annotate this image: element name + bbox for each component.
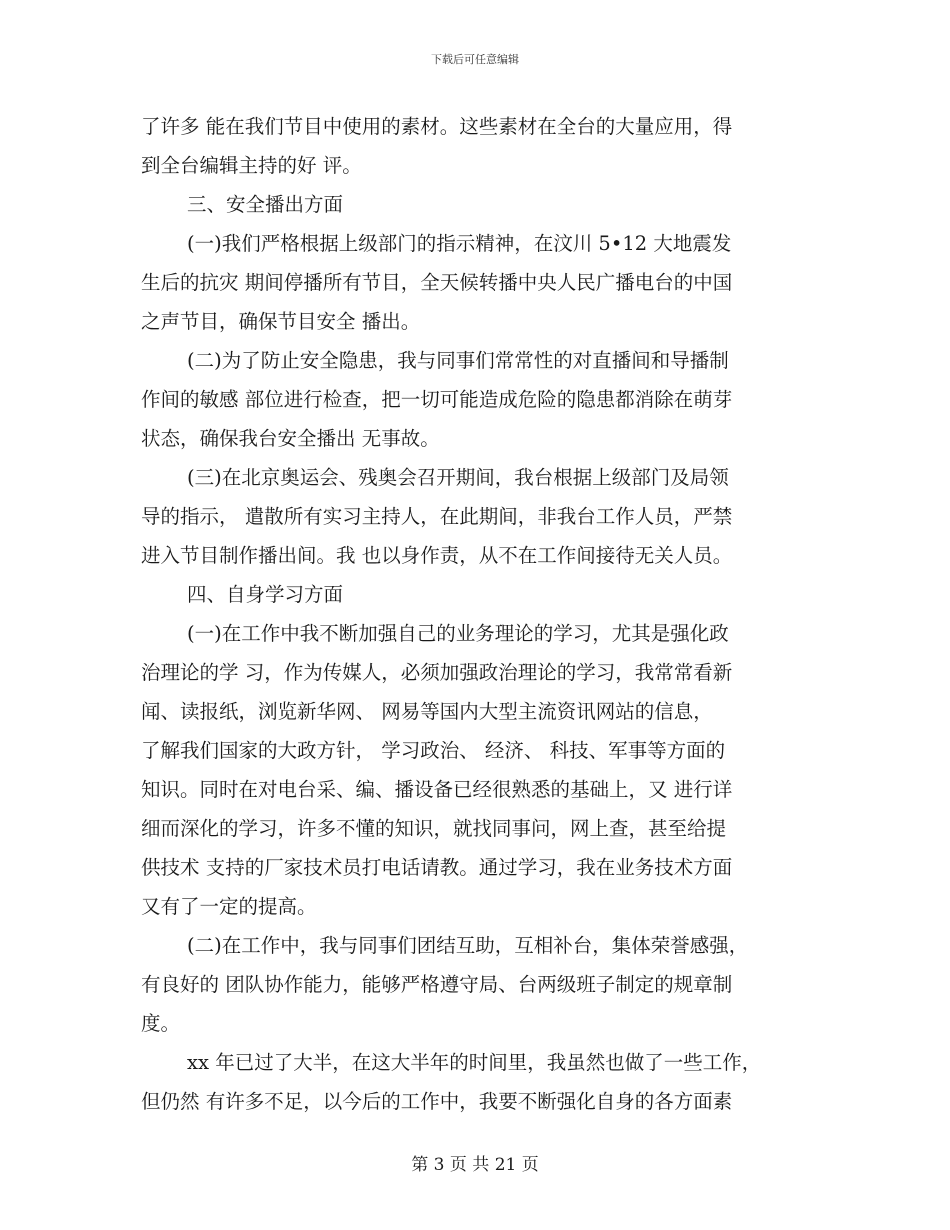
document-body (141, 107, 821, 1121)
text-line: 闻、读报纸，浏览新华网、 网易等国内大型主流资讯网站的信息， (141, 700, 713, 723)
page-number-footer: 第 3 页 共 21 页 (411, 1155, 539, 1175)
text-line: (二)为了防止安全隐患，我与同事们常常性的对直播间和导播制 (187, 349, 729, 372)
text-line: xx 年已过了大半，在这大半年的时间里，我虽然也做了一些工作， (187, 1051, 762, 1074)
text-line: 供技术 支持的厂家技术员打电话请教。通过学习，我在业务技术方面 (141, 856, 733, 879)
text-line: 又有了一定的提高。 (141, 895, 317, 918)
text-line: 三、安全播出方面 (187, 193, 344, 216)
text-line: 了解我们国家的大政方针， 学习政治、 经济、 科技、军事等方面的 (141, 739, 726, 762)
text-line: (一)我们严格根据上级部门的指示精神，在汶川 5•12 大地震发 (187, 232, 732, 255)
text-line: 作间的敏感 部位进行检查，把一切可能造成危险的隐患都消除在萌芽 (141, 388, 733, 411)
text-line: 到全台编辑主持的好 评。 (141, 154, 362, 177)
text-line: 知识。同时在对电台采、编、播设备已经很熟悉的基础上，又 进行详 (141, 778, 733, 801)
text-line: 进入节目制作播出间。我 也以身作责，从不在工作间接待无关人员。 (141, 544, 733, 567)
text-line: 导的指示， 遣散所有实习主持人，在此期间，非我台工作人员，严禁 (141, 505, 733, 528)
text-line: 有良好的 团队协作能力，能够严格遵守局、台两级班子制定的规章制 (141, 973, 733, 996)
text-line: (三)在北京奥运会、残奥会召开期间，我台根据上级部门及局领 (187, 466, 729, 489)
text-line: 度。 (141, 1012, 181, 1035)
text-line: (一)在工作中我不断加强自己的业务理论的学习，尤其是强化政 (187, 622, 729, 645)
text-line: 之声节目，确保节目安全 播出。 (141, 310, 421, 333)
text-line: 四、自身学习方面 (187, 583, 344, 606)
text-line: 了许多 能在我们节目中使用的素材。这些素材在全台的大量应用，得 (141, 115, 733, 138)
text-line: 治理论的学 习，作为传媒人，必须加强政治理论的学习，我常常看新 (141, 661, 733, 684)
text-line: 生后的抗灾 期间停播所有节目，全天候转播中央人民广播电台的中国 (141, 271, 733, 294)
page-header: 下载后可任意编辑 (431, 53, 519, 66)
text-line: (二)在工作中，我与同事们团结互助，互相补台，集体荣誉感强， (187, 934, 749, 957)
text-line: 但仍然 有许多不足，以今后的工作中，我要不断强化自身的各方面素 (141, 1090, 733, 1113)
text-line: 状态，确保我台安全播出 无事故。 (141, 427, 440, 450)
text-line: 细而深化的学习，许多不懂的知识，就找同事问，网上查，甚至给提 (141, 817, 727, 840)
